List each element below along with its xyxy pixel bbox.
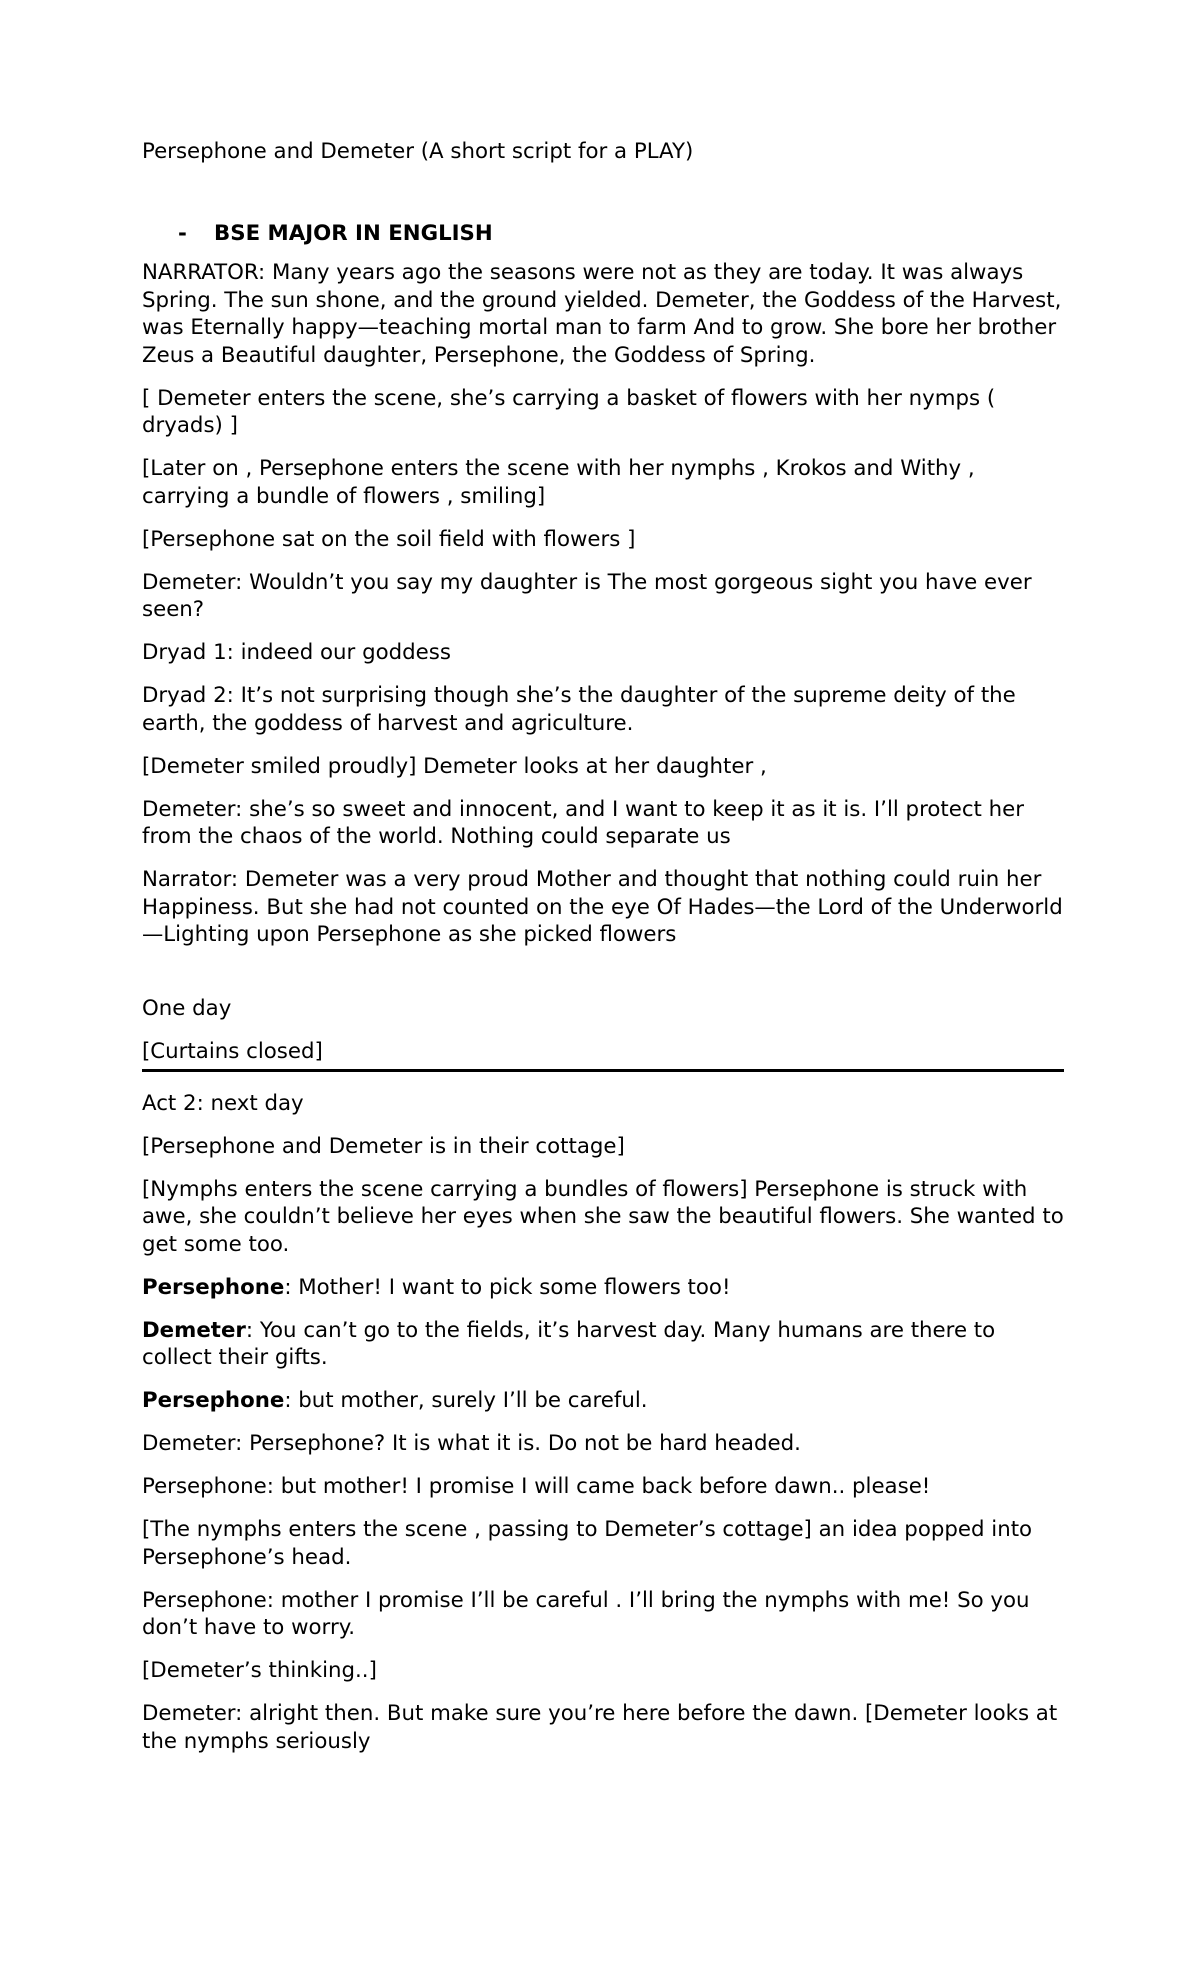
dialogue-text: : but mother, surely I’ll be careful. xyxy=(284,1388,648,1413)
document-body xyxy=(142,138,1064,1771)
section-divider xyxy=(142,1069,1064,1072)
scene-text: One day xyxy=(142,995,232,1021)
stage-direction: [The nymphs enters the scene , passing to Demeter’s cottage] an idea popped into Persephone’s head. xyxy=(142,1517,1033,1570)
dialogue-line xyxy=(142,1317,1064,1372)
stage-direction: [Demeter’s thinking..] xyxy=(142,1658,377,1683)
dialogue-line xyxy=(142,1274,1064,1302)
dialogue-line: Demeter: Wouldn’t you say my daughter is The most gorgeous sight you have ever seen? xyxy=(142,569,1032,622)
act-heading: Act 2: next day xyxy=(142,1090,304,1116)
narrator-paragraph: Narrator: Demeter was a very proud Mother and thought that nothing could ruin her Happiness. But she had not counted on the eye Of Hades—the Lord of the Underworld—Lighting upon Persephone as she picked flowers xyxy=(142,867,1063,947)
dialogue-line: Demeter: Persephone? It is what it is. Do not be hard headed. xyxy=(142,1431,801,1456)
dialogue-line: Demeter: she’s so sweet and innocent, and I want to keep it as it is. I’ll protect her from the chaos of the world. Nothing could separate us xyxy=(142,796,1025,849)
heading-text: BSE MAJOR IN ENGLISH xyxy=(214,220,493,246)
stage-direction: [Curtains closed] xyxy=(142,1038,323,1064)
speaker-name: Demeter xyxy=(142,1317,246,1343)
stage-direction: [Persephone and Demeter is in their cottage] xyxy=(142,1133,625,1159)
dialogue-line: Demeter: alright then. But make sure you’re here before the dawn. [Demeter looks at the nymphs seriously xyxy=(142,1701,1058,1754)
stage-direction: [Nymphs enters the scene carrying a bundles of flowers] Persephone is struck with awe, she couldn’t believe her eyes when she saw the beautiful flowers. She wanted to get some too. xyxy=(142,1176,1064,1257)
dialogue-text: : Mother! I want to pick some flowers too! xyxy=(284,1274,731,1300)
document-title: Persephone and Demeter (A short script for a PLAY) xyxy=(142,139,694,164)
dialogue-text: : You can’t go to the fields, it’s harvest day. Many humans are there to collect their gifts. xyxy=(142,1317,996,1370)
dialogue-line xyxy=(142,1387,1064,1415)
stage-direction: [ Demeter enters the scene, she’s carrying a basket of flowers with her nymps ( dryads) ] xyxy=(142,385,996,438)
narrator-paragraph: NARRATOR: Many years ago the seasons were not as they are today. It was always Spring. The sun shone, and the ground yielded. Demeter, the Goddess of the Harvest, was Eternally happy—teaching mortal man to farm And to grow. She bore her brother Zeus a Beautiful daughter, Persephone, the Goddess of Spring. xyxy=(142,260,1062,368)
heading-bullet: - xyxy=(178,220,187,246)
section-heading xyxy=(142,220,1064,248)
dialogue-line: Persephone: but mother! I promise I will came back before dawn.. please! xyxy=(142,1474,931,1499)
dialogue-line: Persephone: mother I promise I’ll be careful . I’ll bring the nymphs with me! So you don’t have to worry. xyxy=(142,1587,1030,1640)
dialogue-line: Dryad 1: indeed our goddess xyxy=(142,640,451,665)
stage-direction: [Demeter smiled proudly] Demeter looks at her daughter , xyxy=(142,753,767,779)
stage-direction: [Persephone sat on the soil field with flowers ] xyxy=(142,526,636,552)
stage-direction: [Later on , Persephone enters the scene with her nymphs , Krokos and Withy , carrying a bundle of flowers , smiling] xyxy=(142,456,975,509)
speaker-name: Persephone xyxy=(142,1274,285,1300)
dialogue-line: Dryad 2: It’s not surprising though she’s the daughter of the supreme deity of the earth, the goddess of harvest and agriculture. xyxy=(142,683,1016,736)
speaker-name: Persephone xyxy=(142,1388,285,1413)
